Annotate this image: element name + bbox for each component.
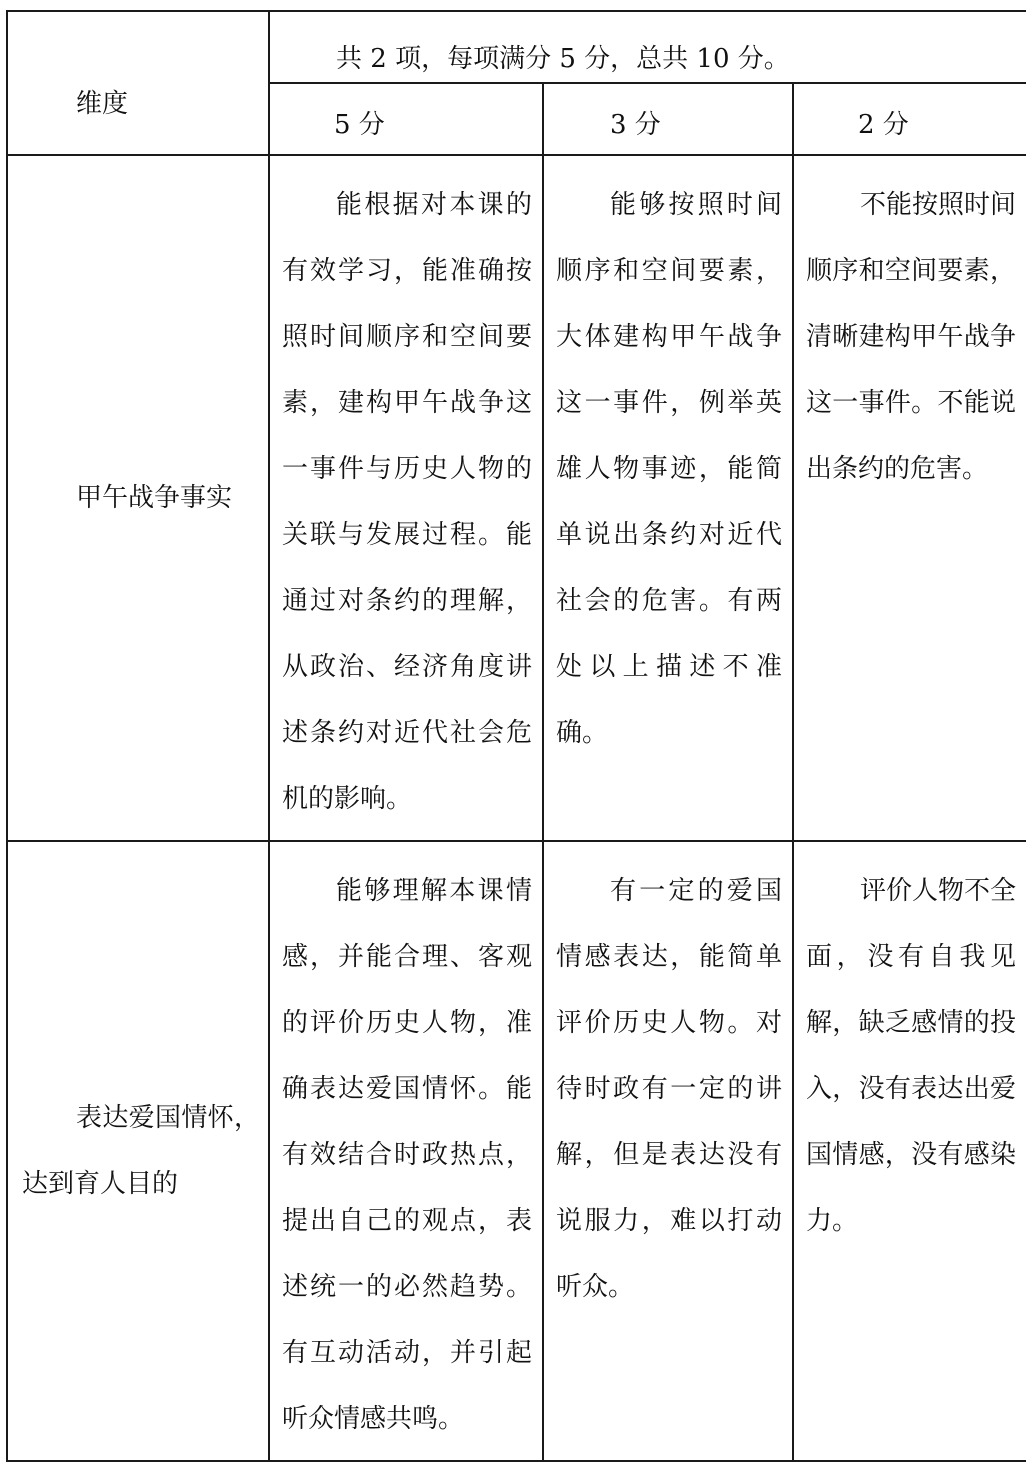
criteria-cell-5 [269,155,543,841]
dimension-header-cell [7,11,269,155]
criteria-text-3: 有一定的爱国情感表达，能简单评价历史人物。对待时政有一定的讲解，但是表达没有说服力，难以打动听众。 [556,876,782,1302]
criteria-cell-3 [543,155,793,841]
table-row [7,841,1026,1461]
criteria-cell-3 [543,841,793,1461]
score-header-5 [269,83,543,155]
criteria-text-3: 能够按照时间顺序和空间要素，大体建构甲午战争这一事件，例举英雄人物事迹，能简单说出条约对近代社会的危害。有两处以上描述不准确。 [556,190,782,748]
criteria-text-5: 能根据对本课的有效学习，能准确按照时间顺序和空间要素，建构甲午战争这一事件与历史人物的关联与发展过程。能通过对条约的理解，从政治、经济角度讲述条约对近代社会危机的影响。 [282,190,532,814]
criteria-cell-2 [793,155,1026,841]
criteria-text-5: 能够理解本课情感，并能合理、客观的评价历史人物，准确表达爱国情怀。能有效结合时政热点，提出自己的观点，表述统一的必然趋势。有互动活动，并引起听众情感共鸣。 [282,876,532,1434]
dimension-cell [7,841,269,1461]
score-label-5: 5 分 [334,109,385,140]
dimension-label: 甲午战争事实 [76,483,233,513]
dimension-label: 表达爱国情怀，达到育人目的 [22,1103,260,1199]
score-header-2 [793,83,1026,155]
scoring-note-cell [269,11,1026,83]
score-label-3: 3 分 [610,109,661,140]
score-header-3 [543,83,793,155]
dimension-cell [7,155,269,841]
table-row [7,155,1026,841]
criteria-cell-2 [793,841,1026,1461]
scoring-rubric-table [6,10,1026,1462]
criteria-text-2: 不能按照时间顺序和空间要素，清晰建构甲午战争这一事件。不能说出条约的危害。 [806,190,1017,484]
criteria-cell-5 [269,841,543,1461]
score-label-2: 2 分 [858,109,909,140]
criteria-text-2: 评价人物不全面，没有自我见解，缺乏感情的投入，没有表达出爱国情感，没有感染力。 [806,876,1017,1236]
scoring-note: 共 2 项，每项满分 5 分，总共 10 分。 [336,44,790,74]
header-row-note [7,11,1026,83]
dimension-header-label: 维度 [76,88,129,119]
